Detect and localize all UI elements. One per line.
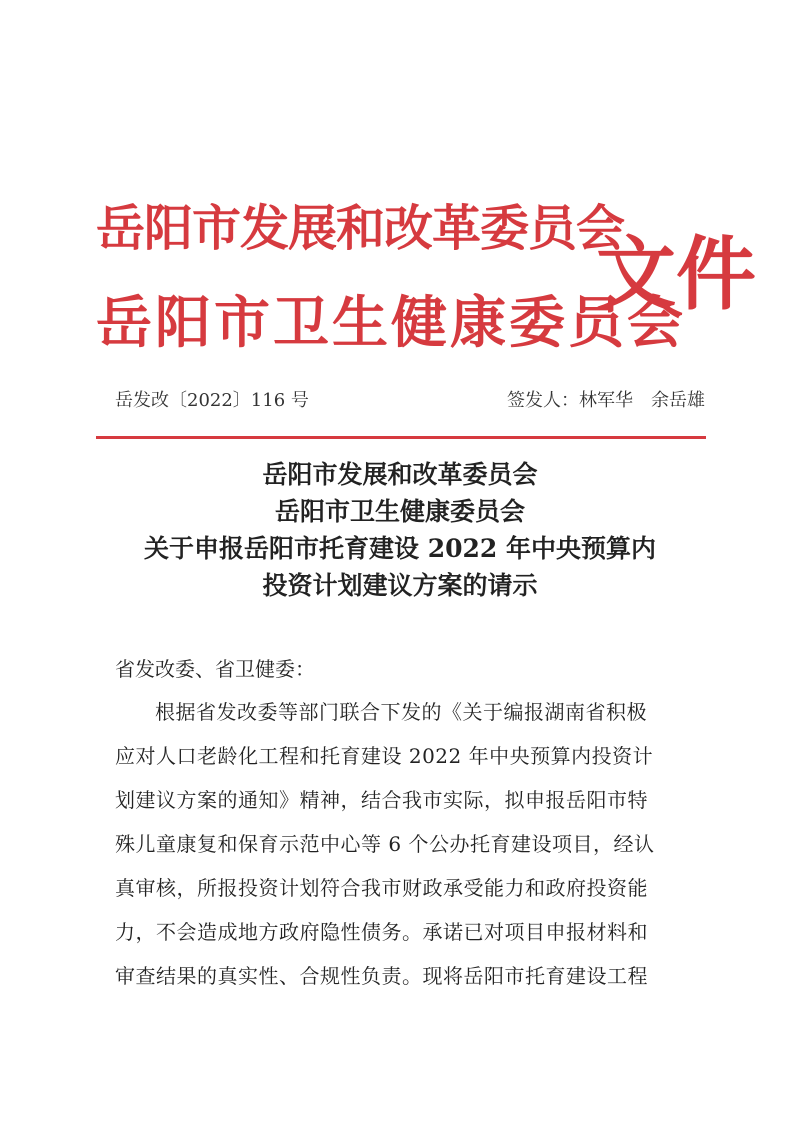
document-title xyxy=(90,456,710,604)
paragraph-line: 真审核，所报投资计划符合我市财政承受能力和政府投资能 xyxy=(115,876,648,900)
red-divider xyxy=(96,436,706,439)
signer: 签发人：林军华 余岳雄 xyxy=(507,390,705,411)
paragraph-line: 根据省发改委等部门联合下发的《关于编报湖南省积极 xyxy=(155,700,647,724)
title-line: 投资计划建议方案的请示 xyxy=(262,571,538,600)
document-label: 文件 xyxy=(596,227,756,321)
issuing-org-1: 岳阳市发展和改革委员会 xyxy=(96,199,625,257)
paragraph-line: 力，不会造成地方政府隐性债务。承诺已对项目申报材料和 xyxy=(115,920,648,944)
document-number: 岳发改〔2022〕116 号 xyxy=(115,390,309,411)
salutation: 省发改委、省卫健委： xyxy=(115,657,315,681)
paragraph-line: 殊儿童康复和保育示范中心等 6 个公办托育建设项目，经认 xyxy=(115,832,655,856)
paragraph-line: 审查结果的真实性、合规性负责。现将岳阳市托育建设工程 xyxy=(115,964,648,988)
title-line: 关于申报岳阳市托育建设 2022 年中央预算内 xyxy=(144,534,656,563)
document-body xyxy=(115,648,715,998)
issuing-org-2: 岳阳市卫生健康委员会 xyxy=(96,290,686,356)
title-line: 岳阳市卫生健康委员会 xyxy=(274,497,525,526)
paragraph-line: 划建议方案的通知》精神，结合我市实际，拟申报岳阳市特 xyxy=(115,788,648,812)
title-line: 岳阳市发展和改革委员会 xyxy=(262,460,538,489)
document-meta xyxy=(115,386,705,414)
document-header xyxy=(96,190,756,365)
paragraph-line: 应对人口老龄化工程和托育建设 2022 年中央预算内投资计 xyxy=(115,744,654,768)
